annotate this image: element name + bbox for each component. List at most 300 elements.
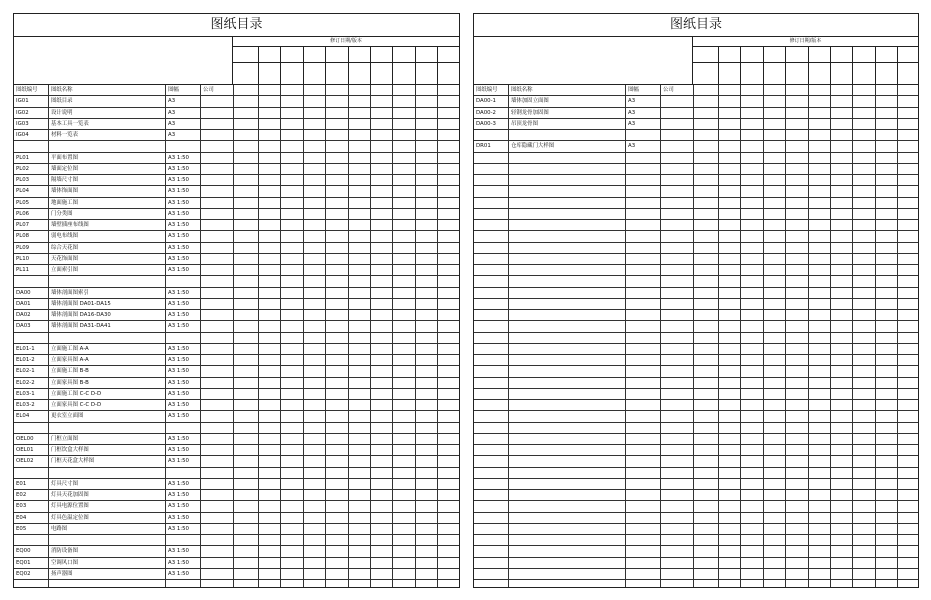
table-cell xyxy=(370,558,392,568)
table-cell xyxy=(875,501,897,511)
table-cell xyxy=(325,468,348,478)
table-cell xyxy=(370,243,392,253)
table-cell xyxy=(897,344,918,354)
table-row xyxy=(14,558,459,569)
table-cell xyxy=(508,389,625,399)
revision-column xyxy=(740,47,741,84)
cell-size: A3 1:50 xyxy=(165,243,200,253)
table-cell xyxy=(763,153,785,163)
table-cell xyxy=(233,119,258,129)
table-cell xyxy=(693,513,718,523)
table-cell xyxy=(897,198,918,208)
table-cell xyxy=(437,366,459,376)
table-cell xyxy=(875,479,897,489)
table-cell xyxy=(897,445,918,455)
table-row xyxy=(474,524,918,535)
table-cell xyxy=(508,535,625,545)
table-cell xyxy=(852,108,875,118)
table-cell xyxy=(258,434,280,444)
cell-size: A3 1:50 xyxy=(165,265,200,275)
cell-size: A3 1:50 xyxy=(165,378,200,388)
table-cell xyxy=(200,164,233,174)
table-cell xyxy=(875,333,897,343)
table-cell xyxy=(474,524,508,534)
table-cell xyxy=(693,411,718,421)
table-cell xyxy=(370,569,392,579)
table-cell xyxy=(875,220,897,230)
table-cell xyxy=(808,175,830,185)
table-row xyxy=(474,119,918,130)
table-cell xyxy=(392,479,415,489)
table-cell xyxy=(660,310,693,320)
table-cell xyxy=(718,265,740,275)
table-cell xyxy=(392,85,415,95)
table-cell xyxy=(740,546,763,556)
table-cell xyxy=(718,220,740,230)
table-cell xyxy=(660,186,693,196)
table-cell xyxy=(718,366,740,376)
table-cell xyxy=(625,524,660,534)
table-cell xyxy=(200,96,233,106)
table-cell xyxy=(508,220,625,230)
table-cell xyxy=(280,513,303,523)
cell-code: DA02 xyxy=(16,312,31,318)
table-cell xyxy=(740,501,763,511)
table-cell xyxy=(348,558,370,568)
table-cell xyxy=(474,411,508,421)
table-cell xyxy=(325,569,348,579)
table-cell xyxy=(370,423,392,433)
table-cell xyxy=(785,243,808,253)
table-cell xyxy=(437,524,459,534)
table-cell xyxy=(897,501,918,511)
table-cell xyxy=(785,423,808,433)
table-cell xyxy=(508,175,625,185)
table-cell xyxy=(348,479,370,489)
table-cell xyxy=(348,276,370,286)
table-cell xyxy=(693,164,718,174)
table-cell xyxy=(392,164,415,174)
table-cell xyxy=(625,580,660,588)
table-row xyxy=(14,513,459,524)
table-cell xyxy=(852,243,875,253)
table-cell xyxy=(808,231,830,241)
table-cell xyxy=(233,389,258,399)
table-row xyxy=(474,344,918,355)
table-cell xyxy=(830,141,852,151)
table-row xyxy=(474,479,918,490)
table-cell xyxy=(325,186,348,196)
table-cell xyxy=(693,546,718,556)
table-cell xyxy=(897,175,918,185)
table-cell xyxy=(233,85,258,95)
table-cell xyxy=(437,378,459,388)
table-cell xyxy=(233,546,258,556)
table-cell xyxy=(233,254,258,264)
table-cell xyxy=(415,535,437,545)
table-cell xyxy=(474,580,508,588)
cell-size: A3 1:50 xyxy=(165,209,200,219)
table-cell xyxy=(370,411,392,421)
table-cell xyxy=(325,119,348,129)
table-cell xyxy=(348,490,370,500)
table-row xyxy=(474,153,918,164)
cell-size: A3 xyxy=(625,141,660,151)
table-cell xyxy=(233,344,258,354)
table-cell xyxy=(852,456,875,466)
table-cell xyxy=(392,141,415,151)
table-cell xyxy=(740,400,763,410)
table-cell xyxy=(392,96,415,106)
revision-column xyxy=(808,47,809,84)
sheet-header xyxy=(14,37,459,85)
cell-code: EL04 xyxy=(16,413,30,420)
table-cell xyxy=(508,490,625,500)
table-cell xyxy=(303,501,325,511)
table-row xyxy=(14,108,459,119)
revision-grid-line xyxy=(693,62,918,63)
table-cell xyxy=(233,378,258,388)
table-cell xyxy=(660,344,693,354)
table-cell xyxy=(258,321,280,331)
table-row xyxy=(14,141,459,152)
table-cell xyxy=(280,243,303,253)
table-row xyxy=(474,276,918,287)
table-cell xyxy=(808,299,830,309)
table-cell xyxy=(280,299,303,309)
table-cell xyxy=(437,434,459,444)
cell-size: A3 xyxy=(625,108,660,118)
table-cell xyxy=(785,569,808,579)
table-cell xyxy=(808,164,830,174)
cell-name xyxy=(48,580,165,588)
table-cell xyxy=(474,288,508,298)
table-row xyxy=(14,490,459,501)
table-cell xyxy=(830,524,852,534)
table-cell xyxy=(508,468,625,478)
table-row xyxy=(14,423,459,434)
table-cell xyxy=(200,546,233,556)
table-cell xyxy=(625,310,660,320)
table-cell xyxy=(415,231,437,241)
table-cell xyxy=(830,310,852,320)
table-cell xyxy=(785,175,808,185)
table-cell xyxy=(303,434,325,444)
table-cell xyxy=(233,186,258,196)
table-cell xyxy=(830,423,852,433)
table-cell xyxy=(303,558,325,568)
table-cell xyxy=(437,546,459,556)
table-cell xyxy=(233,130,258,140)
table-row xyxy=(474,468,918,479)
table-cell xyxy=(392,400,415,410)
table-cell xyxy=(660,231,693,241)
table-cell xyxy=(785,524,808,534)
cell-code: DA00 xyxy=(16,289,31,296)
cell-size: A3 1:50 xyxy=(165,153,200,163)
table-cell xyxy=(508,411,625,421)
table-cell xyxy=(718,119,740,129)
table-cell xyxy=(718,400,740,410)
table-cell xyxy=(348,366,370,376)
table-cell xyxy=(852,569,875,579)
table-row xyxy=(474,209,918,220)
table-cell xyxy=(808,558,830,568)
table-cell xyxy=(785,513,808,523)
table-cell xyxy=(852,558,875,568)
header-code: 图纸编号 xyxy=(16,87,38,93)
table-cell xyxy=(200,108,233,118)
table-cell xyxy=(348,411,370,421)
table-cell xyxy=(474,378,508,388)
table-cell xyxy=(763,344,785,354)
table-row xyxy=(14,175,459,186)
table-cell xyxy=(474,231,508,241)
table-cell xyxy=(280,310,303,320)
table-cell xyxy=(392,524,415,534)
table-cell xyxy=(280,366,303,376)
cell-name: 立面家具图 C-C D-D xyxy=(48,400,165,410)
cell-name: 天花饰面图 xyxy=(48,254,165,264)
table-cell xyxy=(785,490,808,500)
table-cell xyxy=(718,209,740,219)
table-cell xyxy=(303,96,325,106)
table-cell xyxy=(625,378,660,388)
table-cell xyxy=(693,85,718,95)
table-row xyxy=(474,198,918,209)
table-cell xyxy=(392,265,415,275)
cell-size: A3 1:50 xyxy=(165,321,200,331)
table-cell xyxy=(660,321,693,331)
table-cell xyxy=(258,490,280,500)
table-cell xyxy=(200,513,233,523)
table-cell xyxy=(280,389,303,399)
table-cell xyxy=(875,524,897,534)
table-cell xyxy=(474,243,508,253)
cell-code: DA01 xyxy=(16,300,31,307)
table-cell xyxy=(763,288,785,298)
header-size: 图幅 xyxy=(625,85,660,95)
table-cell xyxy=(875,456,897,466)
table-cell xyxy=(280,501,303,511)
table-cell xyxy=(303,490,325,500)
table-cell xyxy=(437,299,459,309)
cell-name: 灯具尺寸图 xyxy=(48,479,165,489)
table-cell xyxy=(875,344,897,354)
table-cell xyxy=(625,490,660,500)
table-row xyxy=(474,434,918,445)
table-header-row xyxy=(474,85,918,96)
table-cell xyxy=(303,321,325,331)
table-cell xyxy=(852,209,875,219)
table-cell xyxy=(200,423,233,433)
table-cell xyxy=(785,456,808,466)
table-cell xyxy=(474,209,508,219)
table-cell xyxy=(392,456,415,466)
table-cell xyxy=(897,456,918,466)
table-cell xyxy=(785,411,808,421)
table-cell xyxy=(897,321,918,331)
table-cell xyxy=(370,265,392,275)
table-cell xyxy=(830,535,852,545)
table-cell xyxy=(200,580,233,588)
table-cell xyxy=(280,411,303,421)
table-cell xyxy=(625,445,660,455)
table-cell xyxy=(808,490,830,500)
table-cell xyxy=(693,558,718,568)
table-cell xyxy=(280,378,303,388)
table-cell xyxy=(415,299,437,309)
table-cell xyxy=(392,490,415,500)
table-cell xyxy=(370,299,392,309)
table-cell xyxy=(200,501,233,511)
table-cell xyxy=(325,108,348,118)
table-cell xyxy=(348,153,370,163)
table-cell xyxy=(233,299,258,309)
table-cell xyxy=(660,299,693,309)
table-cell xyxy=(718,580,740,588)
revision-column xyxy=(280,47,281,84)
table-cell xyxy=(415,141,437,151)
table-cell xyxy=(437,411,459,421)
table-cell xyxy=(200,411,233,421)
table-cell xyxy=(830,321,852,331)
table-cell xyxy=(370,220,392,230)
table-cell xyxy=(258,288,280,298)
table-cell xyxy=(325,434,348,444)
table-cell xyxy=(875,265,897,275)
table-cell xyxy=(370,288,392,298)
table-row xyxy=(14,400,459,411)
table-cell xyxy=(348,513,370,523)
table-cell xyxy=(808,445,830,455)
table-cell xyxy=(718,243,740,253)
table-cell xyxy=(415,130,437,140)
table-cell xyxy=(474,423,508,433)
cell-name xyxy=(48,535,165,545)
table-cell xyxy=(785,535,808,545)
table-cell xyxy=(875,468,897,478)
table-cell xyxy=(808,355,830,365)
cell-name: 灯具天花加固图 xyxy=(48,490,165,500)
table-cell xyxy=(718,513,740,523)
cell-name xyxy=(48,423,165,433)
table-cell xyxy=(233,569,258,579)
table-cell xyxy=(370,119,392,129)
table-cell xyxy=(852,119,875,129)
table-cell xyxy=(875,153,897,163)
table-cell xyxy=(392,276,415,286)
table-cell xyxy=(693,468,718,478)
table-cell xyxy=(660,209,693,219)
cell-name: 墙体饰面图 xyxy=(48,186,165,196)
table-cell xyxy=(740,389,763,399)
revision-column xyxy=(763,47,764,84)
table-cell xyxy=(693,524,718,534)
revision-column xyxy=(718,47,719,84)
table-cell xyxy=(852,164,875,174)
table-cell xyxy=(437,288,459,298)
table-cell xyxy=(693,535,718,545)
table-cell xyxy=(325,344,348,354)
table-cell xyxy=(303,175,325,185)
table-cell xyxy=(808,423,830,433)
table-cell xyxy=(392,389,415,399)
table-cell xyxy=(303,344,325,354)
table-cell xyxy=(258,366,280,376)
table-cell xyxy=(233,288,258,298)
table-cell xyxy=(474,366,508,376)
table-cell xyxy=(415,580,437,588)
table-cell xyxy=(280,535,303,545)
table-cell xyxy=(258,265,280,275)
table-cell xyxy=(693,119,718,129)
table-cell xyxy=(348,468,370,478)
table-cell xyxy=(830,366,852,376)
table-cell xyxy=(392,220,415,230)
table-row xyxy=(474,164,918,175)
table-cell xyxy=(693,310,718,320)
cell-size: A3 xyxy=(165,119,200,129)
table-cell xyxy=(303,276,325,286)
table-cell xyxy=(280,490,303,500)
table-cell xyxy=(808,220,830,230)
table-cell xyxy=(437,198,459,208)
table-cell xyxy=(852,96,875,106)
table-cell xyxy=(508,254,625,264)
table-cell xyxy=(660,501,693,511)
table-cell xyxy=(875,490,897,500)
table-cell xyxy=(437,164,459,174)
table-cell xyxy=(852,333,875,343)
table-cell xyxy=(660,490,693,500)
table-cell xyxy=(785,434,808,444)
table-cell xyxy=(437,254,459,264)
table-cell xyxy=(474,389,508,399)
cell-name: 地面施工图 xyxy=(48,198,165,208)
table-cell xyxy=(258,558,280,568)
table-cell xyxy=(808,310,830,320)
table-cell xyxy=(392,580,415,588)
table-cell xyxy=(325,558,348,568)
table-cell xyxy=(392,186,415,196)
table-cell xyxy=(415,310,437,320)
table-cell xyxy=(660,153,693,163)
table-cell xyxy=(200,299,233,309)
table-cell xyxy=(303,423,325,433)
table-cell xyxy=(258,186,280,196)
table-cell xyxy=(200,175,233,185)
table-row xyxy=(474,400,918,411)
table-cell xyxy=(763,423,785,433)
table-cell xyxy=(325,580,348,588)
table-cell xyxy=(875,299,897,309)
table-cell xyxy=(474,501,508,511)
revision-column xyxy=(303,47,304,84)
table-cell xyxy=(785,479,808,489)
cell-code: OEL01 xyxy=(16,447,34,453)
table-cell xyxy=(303,85,325,95)
table-cell xyxy=(625,513,660,523)
table-row xyxy=(14,243,459,254)
table-row xyxy=(14,546,459,557)
table-cell xyxy=(830,209,852,219)
table-cell xyxy=(718,479,740,489)
table-cell xyxy=(830,265,852,275)
table-cell xyxy=(348,445,370,455)
table-cell xyxy=(660,366,693,376)
cell-name: 墙体剖面图索引 xyxy=(48,288,165,298)
